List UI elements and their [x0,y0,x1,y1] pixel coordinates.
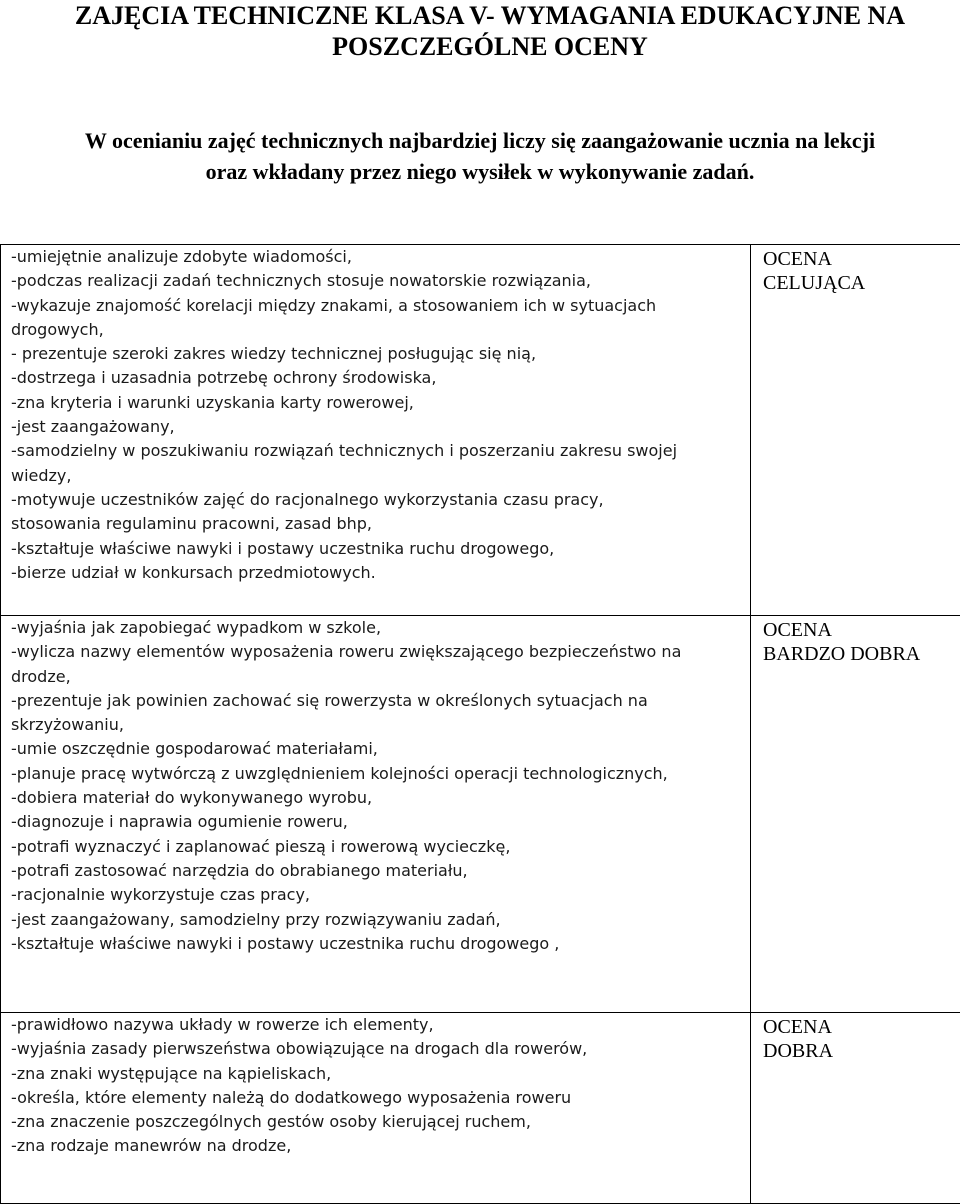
intro-paragraph [20,125,940,187]
grade-label: OCENA [763,618,960,642]
grade-name: CELUJĄCA [763,271,960,295]
requirement-line: drodze, [11,665,744,689]
requirement-line: -zna znaczenie poszczególnych gestów osoby kierującej ruchem, [11,1110,744,1134]
requirement-line: -wykazuje znajomość korelacji między znakami, a stosowaniem ich w sytuacjach [11,294,744,318]
requirement-line: -zna rodzaje manewrów na drodze, [11,1134,744,1158]
requirements-cell [1,245,751,616]
requirements-cell [1,1013,751,1204]
requirements-cell [1,616,751,1013]
requirement-line: -określa, które elementy należą do dodatkowego wyposażenia roweru [11,1086,744,1110]
grade-requirements-table [0,244,960,1204]
requirement-line: -wyjaśnia jak zapobiegać wypadkom w szkole, [11,616,744,640]
requirements-list [11,1013,744,1159]
requirement-line: -diagnozuje i naprawia ogumienie roweru, [11,810,744,834]
requirement-line: -podczas realizacji zadań technicznych stosuje nowatorskie rozwiązania, [11,269,744,293]
grade-label: OCENA [763,1015,960,1039]
page-title-line-2: POSZCZEGÓLNE OCENY [25,31,955,62]
requirement-line: skrzyżowaniu, [11,713,744,737]
requirement-line: -prezentuje jak powinien zachować się rowerzysta w określonych sytuacjach na [11,689,744,713]
grade-name: BARDZO DOBRA [763,642,960,666]
requirement-line: -racjonalnie wykorzystuje czas pracy, [11,883,744,907]
requirement-line: wiedzy, [11,464,744,488]
intro-line-1: W ocenianiu zajęć technicznych najbardziej liczy się zaangażowanie ucznia na lekcji [20,125,940,156]
grade-cell [751,245,960,616]
requirement-line: -kształtuje właściwe nawyki i postawy uczestnika ruchu drogowego, [11,537,744,561]
requirement-line: -jest zaangażowany, samodzielny przy rozwiązywaniu zadań, [11,908,744,932]
grade-cell [751,1013,960,1204]
requirement-line: -zna kryteria i warunki uzyskania karty rowerowej, [11,391,744,415]
requirement-line: -wyjaśnia zasady pierwszeństwa obowiązujące na drogach dla rowerów, [11,1037,744,1061]
grade-name: DOBRA [763,1039,960,1063]
requirement-line: -jest zaangażowany, [11,415,744,439]
requirement-line: -dostrzega i uzasadnia potrzebę ochrony środowiska, [11,366,744,390]
grade-row-bardzo-dobra [1,616,960,1013]
page-title [25,0,955,62]
requirement-line: -prawidłowo nazywa układy w rowerze ich elementy, [11,1013,744,1037]
grade-label: OCENA [763,247,960,271]
requirement-line: -zna znaki występujące na kąpieliskach, [11,1062,744,1086]
requirement-line: -umiejętnie analizuje zdobyte wiadomości, [11,245,744,269]
requirement-line: -kształtuje właściwe nawyki i postawy uczestnika ruchu drogowego , [11,932,744,956]
grade-row-dobra [1,1013,960,1204]
requirement-line: -dobiera materiał do wykonywanego wyrobu, [11,786,744,810]
requirement-line: stosowania regulaminu pracowni, zasad bhp, [11,512,744,536]
requirement-line: - prezentuje szeroki zakres wiedzy technicznej posługując się nią, [11,342,744,366]
requirement-line: -wylicza nazwy elementów wyposażenia roweru zwiększającego bezpieczeństwo na [11,640,744,664]
intro-line-2: oraz wkładany przez niego wysiłek w wykonywanie zadań. [20,156,940,187]
requirement-line: -motywuje uczestników zajęć do racjonalnego wykorzystania czasu pracy, [11,488,744,512]
requirement-line: -potrafi zastosować narzędzia do obrabianego materiału, [11,859,744,883]
requirement-line: -bierze udział w konkursach przedmiotowych. [11,561,744,585]
page-title-line-1: ZAJĘCIA TECHNICZNE KLASA V- WYMAGANIA EDUKACYJNE NA [25,0,955,31]
requirement-line: -potrafi wyznaczyć i zaplanować pieszą i rowerową wycieczkę, [11,835,744,859]
requirements-list [11,616,744,956]
grade-cell [751,616,960,1013]
requirement-line: -umie oszczędnie gospodarować materiałami, [11,737,744,761]
requirements-list [11,245,744,585]
requirement-line: drogowych, [11,318,744,342]
requirement-line: -samodzielny w poszukiwaniu rozwiązań technicznych i poszerzaniu zakresu swojej [11,439,744,463]
requirement-line: -planuje pracę wytwórczą z uwzględnieniem kolejności operacji technologicznych, [11,762,744,786]
grade-row-celujaca [1,245,960,616]
